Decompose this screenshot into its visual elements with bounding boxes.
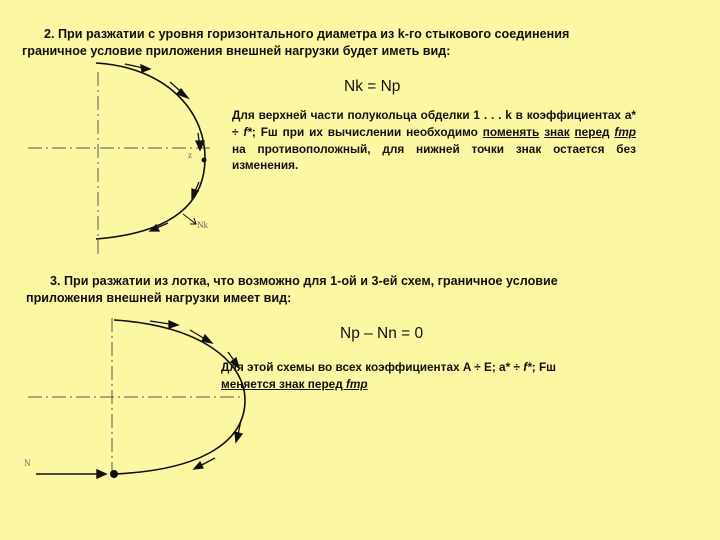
- section3-note-line1: [221, 359, 631, 376]
- section2-heading: [22, 26, 712, 60]
- section2-note-ftr: fтр: [614, 124, 637, 139]
- section2-equation: Nk = Np: [344, 78, 401, 95]
- upper-nk-label: Nk: [197, 220, 208, 230]
- section3-note-ftr: fтр: [346, 376, 368, 391]
- section2-note-fstar: f*: [243, 124, 252, 139]
- section3-note-line2: [221, 376, 631, 393]
- upper-z-label: z: [188, 150, 192, 160]
- section2-note-text2: ; Fш при их вычислении необходимо: [251, 124, 483, 139]
- section2-note-before: перед: [574, 124, 610, 139]
- lower-load-arrows: [150, 321, 242, 469]
- section2-note-text1: Для верхней части полукольца обделки 1 . . . k в коэффициентах a* ÷: [232, 108, 636, 139]
- section3-note: [221, 359, 631, 393]
- section2-heading-line2: граничное условие приложения внешней нагрузки будет иметь вид:: [22, 44, 451, 58]
- section3-heading-line2: приложения внешней нагрузки имеет вид:: [26, 291, 292, 305]
- section3-note-text1: Для этой схемы во всех коэффициентах A ÷ E; a* ÷: [221, 360, 524, 374]
- lower-n-label: N: [24, 458, 31, 468]
- section3-note-fstar: f*: [523, 360, 532, 374]
- section3-note-text2: ; Fш: [531, 360, 557, 374]
- section3-equation: Np – Nn = 0: [340, 325, 424, 342]
- lower-n-arrow: [36, 470, 106, 478]
- upper-point-k: [202, 158, 207, 163]
- section2-heading-line1: 2. При разжатии с уровня горизонтального диаметра из k-го стыкового соединения: [44, 27, 570, 41]
- upper-nk-arrow: [183, 214, 196, 224]
- section2-note-change: поменять: [482, 124, 540, 139]
- section2-note: [232, 107, 636, 174]
- section3-heading: [26, 273, 666, 307]
- lower-point: [110, 470, 118, 478]
- section2-note-sign: знак: [544, 124, 570, 139]
- section3-heading-line1: 3. При разжатии из лотка, что возможно для 1-ой и 3-ей схем, граничное условие: [50, 274, 558, 288]
- section2-note-text3: на противоположный, для нижней точки знак остается без изменения.: [232, 141, 636, 173]
- section3-note-u1: меняется знак перед: [221, 376, 346, 391]
